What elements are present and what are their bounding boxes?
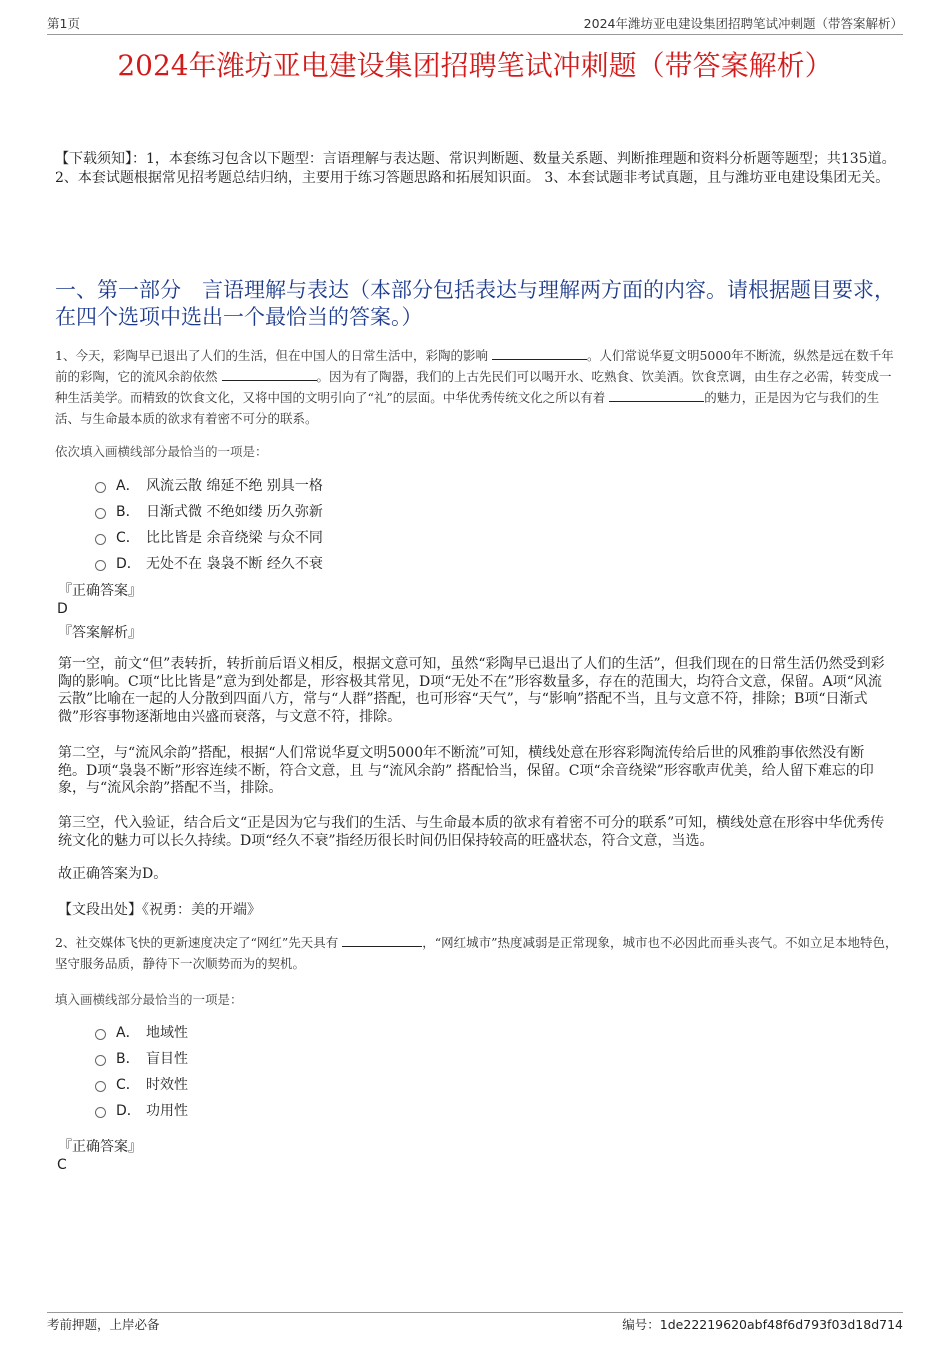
q1-option-c[interactable]: C． 比比皆是 余音绕梁 与众不同 — [95, 524, 323, 550]
download-notice: 【下载须知】：1，本套练习包含以下题型：言语理解与表达题、常识判断题、数量关系题、判断推理题和资料分析题等题型；共135道。 2、本套试题根据常见招考题总结归纳，主要用于练习答题思路和拓展知识面。 3、本套试题非考试真题，且与潍坊亚电建设集团无关。 — [55, 151, 896, 186]
q1-answer: D — [57, 601, 68, 617]
q1-option-d[interactable]: D． 无处不在 袅袅不断 经久不衰 — [95, 550, 323, 576]
q1-text-4: 的魅力，正是因为它与我们的生活、与生命最本质的欲求有着密不可分的联系。 — [55, 390, 880, 426]
q2-text-1: 2、社交媒体飞快的更新速度决定了“网红”先天具有 — [55, 935, 339, 950]
radio-icon[interactable] — [95, 1081, 106, 1092]
radio-icon[interactable] — [95, 1055, 106, 1066]
q2-option-d[interactable]: D． 功用性 — [95, 1097, 188, 1123]
document-title: 2024年潍坊亚电建设集团招聘笔试冲刺题（带答案解析） — [117, 49, 833, 82]
q1-analysis-2: 第二空，与“流风余韵”搭配，根据“人们常说华夏文明5000年不断流”可知，横线处意在形容彩陶流传给后世的风雅韵事依然没有断绝。D项“袅袅不断”形容连续不断，符合文意，且 与“流风余韵” 搭配恰当，保留。C项“余音绕梁”形容歌声优美，给人留下难忘的印象，与“流风余韵”搭配不当，排除。 — [58, 745, 874, 796]
q2-option-b[interactable]: B． 盲目性 — [95, 1045, 188, 1071]
q2-answer-label: 『正确答案』 — [58, 1139, 142, 1155]
footer-code: 编号：1de22219620abf48f6d793f03d18d714 — [622, 1317, 903, 1332]
q1-analysis-label: 『答案解析』 — [58, 625, 142, 641]
q1-answer-label: 『正确答案』 — [58, 583, 142, 599]
q1-prompt: 依次填入画横线部分最恰当的一项是： — [55, 444, 268, 459]
q2-option-c[interactable]: C． 时效性 — [95, 1071, 188, 1097]
q2-option-a[interactable]: A． 地域性 — [95, 1019, 188, 1045]
q1-analysis-4: 故正确答案为D。 — [58, 866, 168, 882]
page-number: 第1页 — [47, 16, 80, 31]
radio-icon[interactable] — [95, 560, 106, 571]
q1-analysis-3: 第三空，代入验证，结合后文“正是因为它与我们的生活、与生命最本质的欲求有着密不可分的联系”可知，横线处意在形容中华优秀传统文化的魅力可以长久持续。D项“经久不衰”指经历很长时间仍旧保持较高的旺盛状态，符合文意，当选。 — [58, 815, 885, 849]
q1-option-b[interactable]: B． 日渐式微 不绝如缕 历久弥新 — [95, 498, 323, 524]
q1-text-2: 。人们常说华夏文明5000年不断流，纵然是远在数千年前的彩陶，它的流风余韵依然 — [55, 348, 894, 384]
q1-blank-2 — [222, 368, 317, 381]
q1-options — [95, 472, 323, 576]
header-doc-title: 2024年潍坊亚电建设集团招聘笔试冲刺题（带答案解析） — [583, 16, 903, 31]
section-heading: 一、第一部分 言语理解与表达（本部分包括表达与理解两方面的内容。请根据题目要求，在四个选项中选出一个最恰当的答案。） — [55, 278, 895, 329]
q2-prompt: 填入画横线部分最恰当的一项是： — [55, 992, 243, 1007]
q1-analysis-1: 第一空，前文“但”表转折，转折前后语义相反，根据文意可知，虽然“彩陶早已退出了人们的生活”，但我们现在的日常生活仍然受到彩陶的影响。C项“比比皆是”意为到处都是，形容极其常见，D项“无处不在”形容数量多，存在的范围大，均符合文意，保留。A项“风流云散”比喻在一起的人分散到四面八方，常与“人群”搭配，也可形容“天气”，与“影响”搭配不当，且与文意不符，排除；B项“日渐式微”形容事物逐渐地由兴盛而衰落，与文意不符，排除。 — [58, 656, 885, 725]
q1-blank-1 — [492, 347, 587, 360]
radio-icon[interactable] — [95, 508, 106, 519]
q2-options — [95, 1019, 188, 1123]
page-header — [47, 14, 903, 35]
radio-icon[interactable] — [95, 1107, 106, 1118]
question-1-stem — [55, 345, 900, 429]
q1-text-3: 。因为有了陶器，我们的上古先民们可以喝开水、吃熟食、饮美酒。饮食烹调，由生存之必需，转变成一种生活美学。而精致的饮食文化，又将中国的文明引向了“礼”的层面。中华优秀传统文化之所以有着 — [55, 369, 892, 405]
q1-blank-3 — [609, 389, 704, 402]
radio-icon[interactable] — [95, 482, 106, 493]
q1-option-a[interactable]: A． 风流云散 绵延不绝 别具一格 — [95, 472, 323, 498]
q2-answer: C — [57, 1157, 67, 1173]
radio-icon[interactable] — [95, 534, 106, 545]
question-2-stem — [55, 932, 900, 974]
radio-icon[interactable] — [95, 1029, 106, 1040]
q1-text-1: 1、今天，彩陶早已退出了人们的生活，但在中国人的日常生活中，彩陶的影响 — [55, 348, 488, 363]
page-footer — [47, 1312, 903, 1333]
q1-source: 【文段出处】《祝勇：美的开端》 — [58, 902, 261, 918]
footer-slogan: 考前押题，上岸必备 — [47, 1317, 160, 1332]
q2-text-2: ，“网红城市”热度减弱是正常现象，城市也不必因此而垂头丧气。不如立足本地特色，坚守服务品质，静待下一次顺势而为的契机。 — [55, 935, 898, 971]
q2-blank-1 — [342, 934, 422, 947]
